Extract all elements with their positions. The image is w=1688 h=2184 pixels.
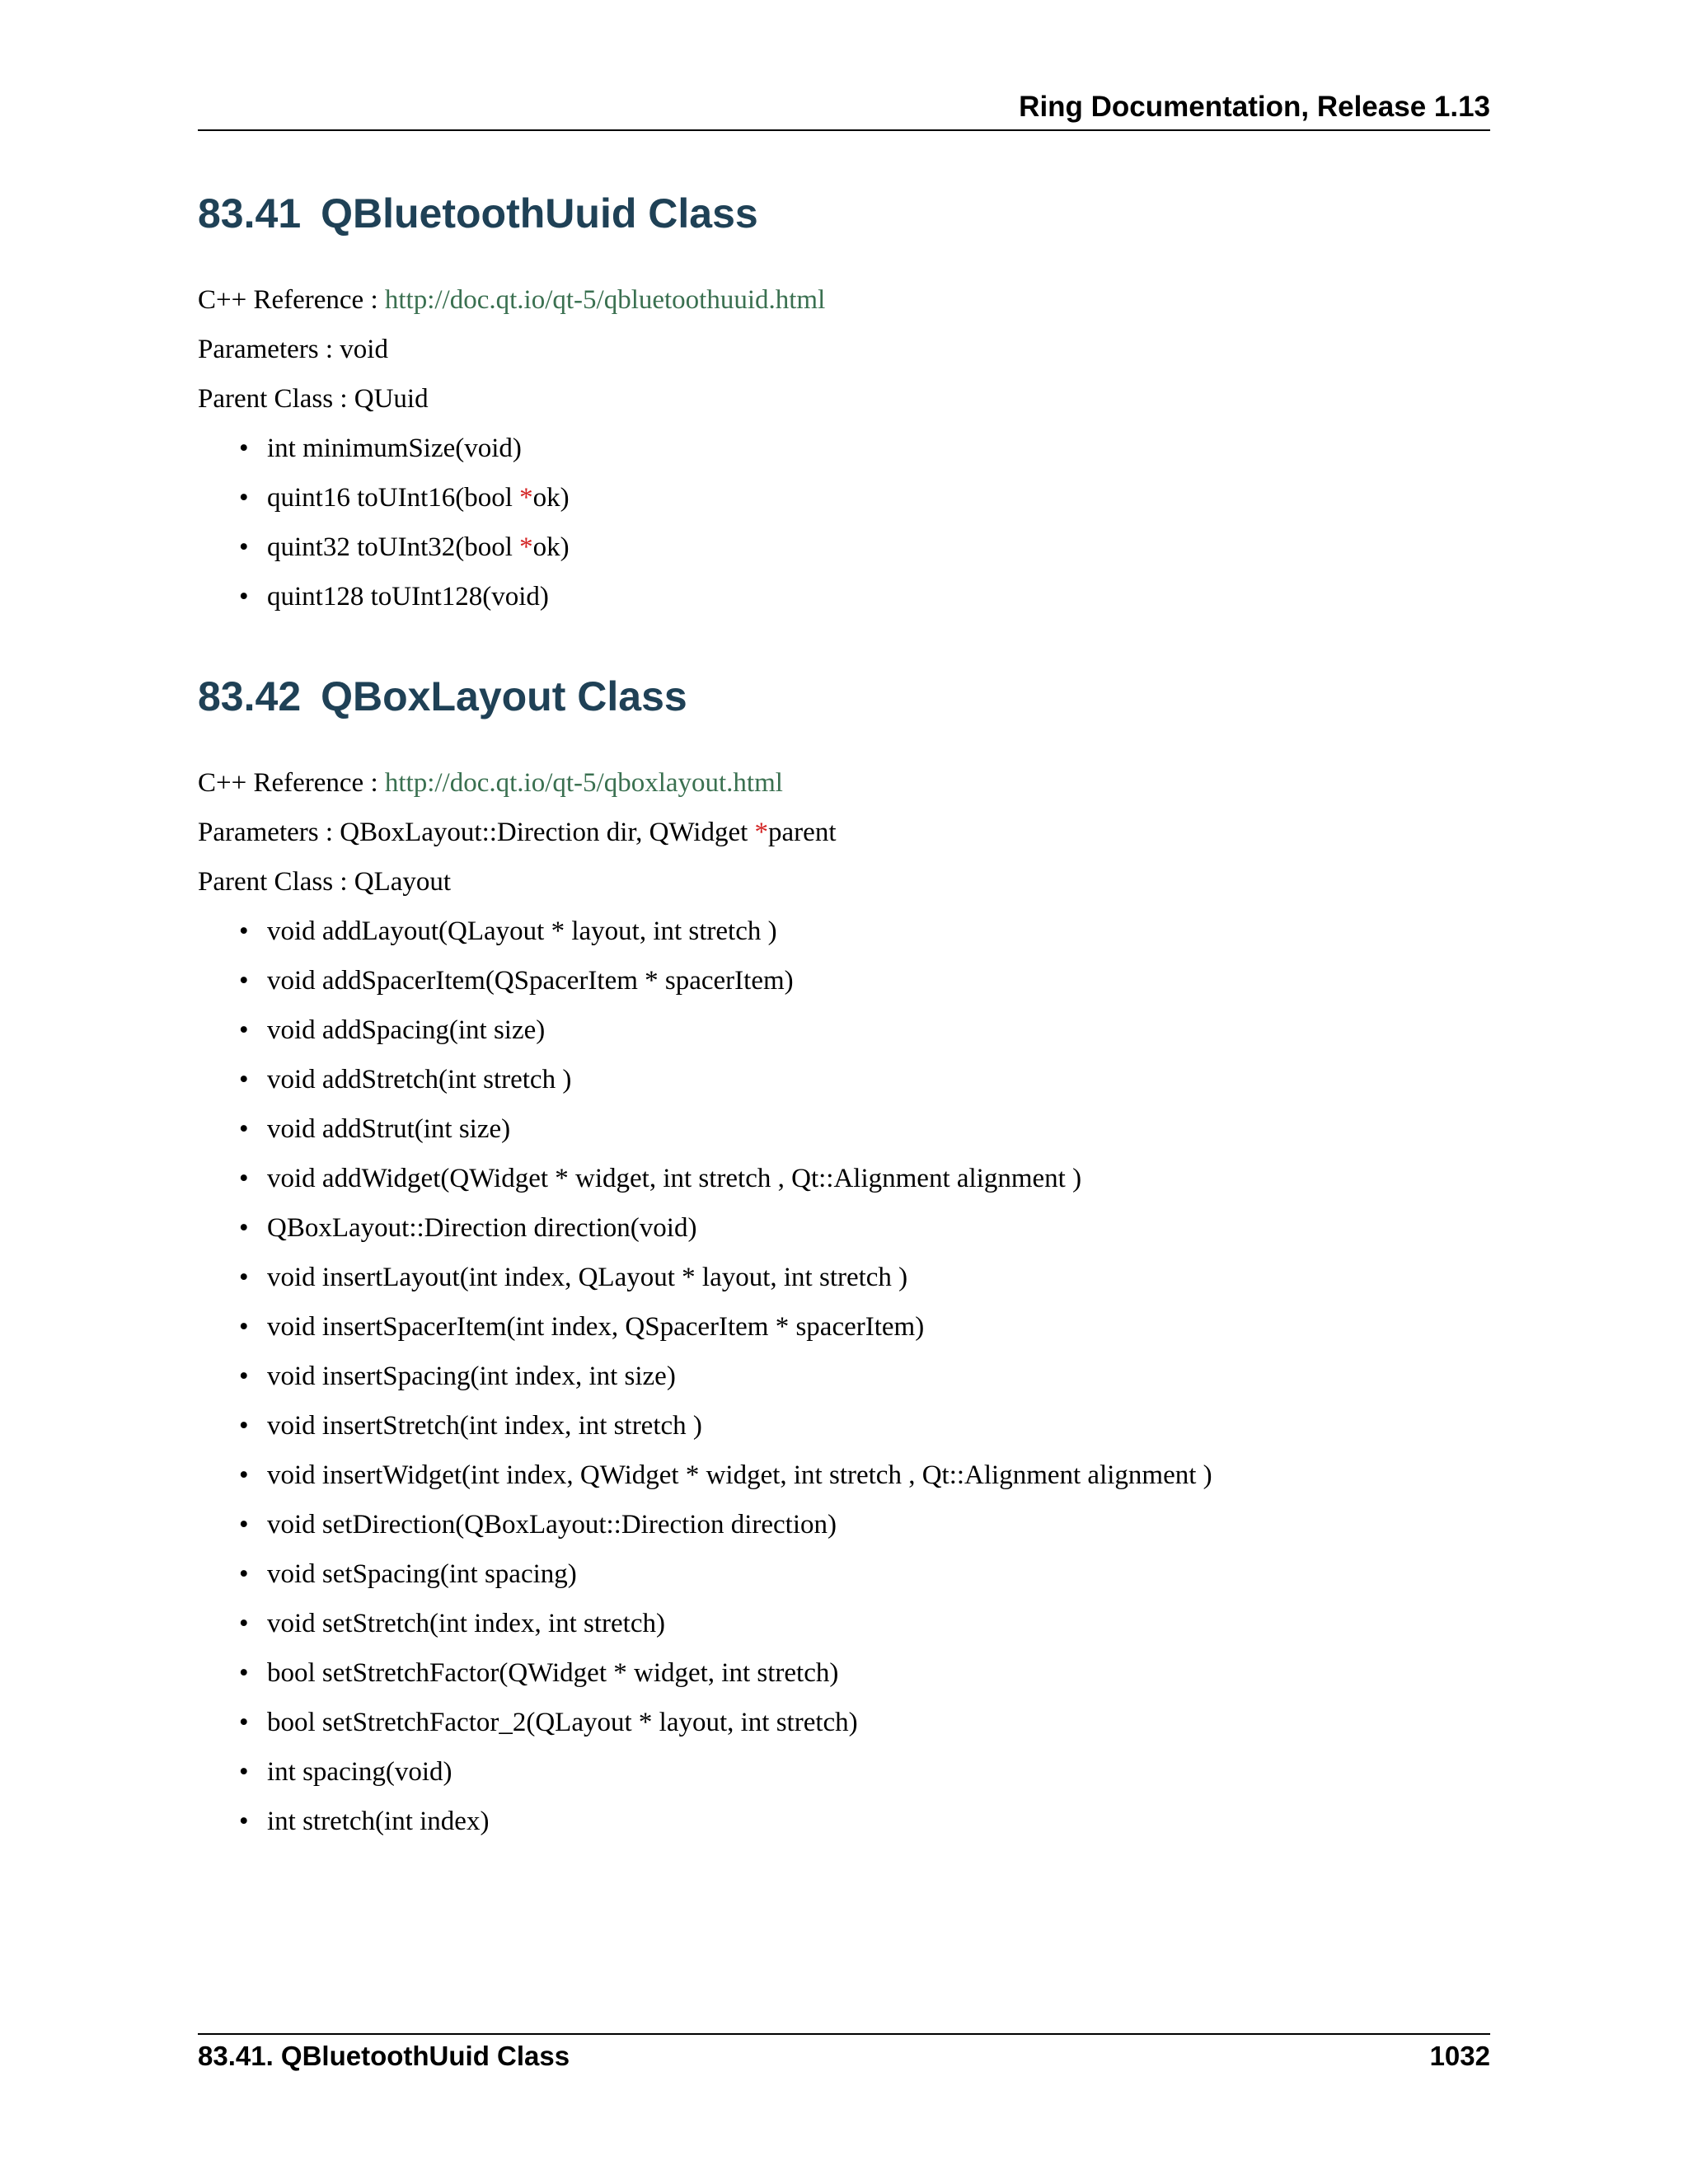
bullet-icon: • [239,1807,249,1836]
parameters-value: void [340,335,388,364]
parent-class-label: Parent Class : [198,867,348,897]
section-title: QBoxLayout Class [321,673,687,719]
cpp-reference-label: C++ Reference : [198,285,378,315]
parameters-label: Parameters : [198,818,334,847]
document-page: Ring Documentation, Release 1.13 83.41 QBluetoothUuid Class C++ Reference : http://doc.qt.io/qt-5/qbluetoothuuid.html Parameters : void Parent Class : QUuid • int minimumSize(void) • quint16 toUInt16(bool *ok) • quint32 toUInt32(bool *ok) • quint128 toUInt128(void) 83.42 QBoxLayout Class C++ Reference : http://doc.qt.io/qt-5/qboxlayout.html Parameters : QBoxLayout::Direction dir, QWidget *parent Parent Class : QLayout • void addLayout(QLayout * layout, int stretch ) • void addSpacerItem(QSpacerItem * spacerItem) • void addSpacing(int size) • void addStretch(int stretch ) • void addStrut(int size) • void addWidget(QWidget * widget, int stretch , Qt::Alignment alignment ) • QBoxLayout::Direction direction(void) • void insertLayout(int index, QLayout * layout, int stretch ) • void insertSpacerItem(int index, QSpacerItem * spacerItem) • void insertSpacing(int index, int size) • void insertStretch(int index, int stretch ) • void insertWidget(int index, QWidget * widget, int stretch , Qt::Alignment alignment ) • void setDirection(QBoxLayout::Direction direction) • void setSpacing(int spacing) • void setStretch(int index, int stretch) • bool setStretchFactor(QWidget * widget, int stretch) • bool setStretchFactor_2(QLayout * layout, int stretch) • int spacing(void) • int stretch(int index) 83.41. QBluetoothUuid Class 1032 [198,91,1490,2071]
bullet-icon: • [239,1708,249,1737]
cpp-reference-link[interactable]: http://doc.qt.io/qt-5/qboxlayout.html [384,768,783,798]
bullet-icon: • [239,1460,249,1490]
cpp-reference-line [198,285,825,316]
section-title: QBluetoothUuid Class [321,190,758,237]
footer-divider [198,2033,1490,2035]
bullet-icon: • [239,916,249,946]
cpp-reference-link[interactable]: http://doc.qt.io/qt-5/qbluetoothuuid.html [384,285,826,315]
bullet-icon: • [239,434,249,463]
bullet-icon: • [239,1510,249,1540]
bullet-icon: • [239,1263,249,1292]
parent-class-line [198,384,429,415]
section-heading-qboxlayout [198,673,687,720]
running-header: Ring Documentation, Release 1.13 [1019,91,1490,123]
bullet-icon: • [239,532,249,562]
bullet-icon: • [239,1559,249,1589]
section-number: 83.42 [198,673,302,719]
parent-class-label: Parent Class : [198,384,348,414]
bullet-icon: • [239,1312,249,1342]
bullet-icon: • [239,1164,249,1193]
parent-class-value: QUuid [354,384,429,414]
parameters-label: Parameters : [198,335,334,364]
parameters-line [198,818,836,848]
parameters-line [198,335,388,365]
bullet-icon: • [239,1065,249,1094]
bullet-icon: • [239,1114,249,1144]
parameters-value: QBoxLayout::Direction dir, QWidget [340,818,755,847]
header-divider [198,129,1490,131]
section-number: 83.41 [198,190,302,237]
parameters-value-tail: parent [768,818,837,847]
bullet-icon: • [239,582,249,612]
parent-class-line [198,867,451,898]
bullet-icon: • [239,1411,249,1441]
bullet-icon: • [239,966,249,996]
cpp-reference-line [198,768,783,799]
section-heading-qbluetoothuuid [198,190,758,237]
cpp-reference-label: C++ Reference : [198,768,378,798]
footer-section-title: 83.41. QBluetoothUuid Class [198,2041,570,2071]
parent-class-value: QLayout [354,867,452,897]
bullet-icon: • [239,1658,249,1688]
bullet-icon: • [239,1757,249,1787]
bullet-icon: • [239,483,249,513]
bullet-icon: • [239,1015,249,1045]
bullet-icon: • [239,1609,249,1638]
pointer-star: * [754,818,769,847]
bullet-icon: • [239,1213,249,1243]
page-number: 1032 [1429,2041,1490,2071]
bullet-icon: • [239,1361,249,1391]
